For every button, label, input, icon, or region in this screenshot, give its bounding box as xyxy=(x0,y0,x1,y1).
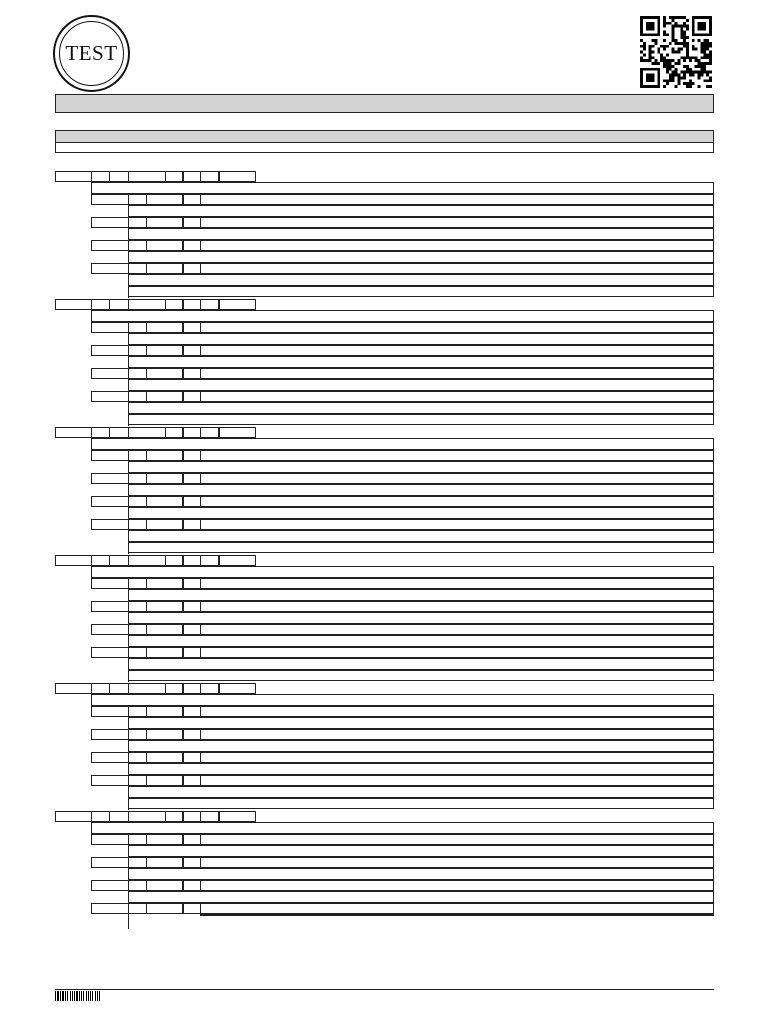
block-connector-line xyxy=(128,322,129,426)
item-row-cell xyxy=(128,752,147,763)
item-row-cell xyxy=(200,263,714,274)
item-row-cell xyxy=(128,450,147,461)
item-row-cell xyxy=(183,857,201,868)
item-row-cell xyxy=(91,391,129,402)
item-row-cell xyxy=(200,345,714,356)
item-row-cell xyxy=(128,729,147,740)
item-row-cell xyxy=(128,601,147,612)
section-subheader-row xyxy=(55,142,714,153)
item-row-detail-field xyxy=(128,274,714,286)
item-row-cell xyxy=(128,263,147,274)
item-row-cell xyxy=(200,368,714,379)
item-row-cell xyxy=(183,578,201,589)
block-header-cell xyxy=(165,299,183,310)
item-row-detail-field xyxy=(128,507,714,519)
block-header-cell xyxy=(165,555,183,566)
item-row-cell xyxy=(200,834,714,845)
block-header-cell xyxy=(200,811,219,822)
footer-rule xyxy=(55,989,714,990)
item-row-cell xyxy=(183,775,201,786)
item-row-cell xyxy=(128,345,147,356)
item-row-cell xyxy=(146,217,183,228)
item-row-cell xyxy=(200,857,714,868)
item-row-cell xyxy=(183,368,201,379)
item-row-cell xyxy=(200,624,714,635)
item-row-cell xyxy=(183,519,201,530)
item-row-cell xyxy=(91,729,129,740)
block-description-field xyxy=(91,182,714,194)
item-row-cell xyxy=(200,706,714,717)
item-row-cell xyxy=(91,706,129,717)
block-header-cell xyxy=(200,427,219,438)
block-header-cell xyxy=(128,683,166,694)
block-header-cell xyxy=(219,171,256,182)
item-row-cell xyxy=(91,647,129,658)
item-row-cell xyxy=(128,217,147,228)
block-header-cell xyxy=(165,427,183,438)
block-footer-field xyxy=(128,414,714,425)
item-row-cell xyxy=(146,834,183,845)
block-header-cell xyxy=(109,299,129,310)
block-header-cell xyxy=(200,683,219,694)
block-header-cell xyxy=(165,811,183,822)
item-row-detail-field xyxy=(128,635,714,647)
item-row-cell xyxy=(128,647,147,658)
test-stamp xyxy=(53,15,130,92)
block-header-cell xyxy=(128,427,166,438)
item-row-cell xyxy=(183,345,201,356)
item-row-cell xyxy=(183,752,201,763)
item-row-cell xyxy=(200,194,714,205)
item-row-cell xyxy=(128,857,147,868)
item-row-cell xyxy=(183,391,201,402)
item-row-cell xyxy=(200,473,714,484)
block-description-field xyxy=(91,566,714,578)
block-header-cell xyxy=(219,683,256,694)
item-row-cell xyxy=(91,857,129,868)
item-row-cell xyxy=(91,752,129,763)
item-row-cell xyxy=(128,519,147,530)
block-header-cell xyxy=(109,683,129,694)
item-row-cell xyxy=(128,240,147,251)
item-row-cell xyxy=(146,752,183,763)
item-row-cell xyxy=(200,217,714,228)
item-row-cell xyxy=(200,729,714,740)
item-row-cell xyxy=(146,729,183,740)
item-row-cell xyxy=(200,601,714,612)
item-row-detail-field xyxy=(128,379,714,391)
block-header-cell xyxy=(55,811,92,822)
block-header-cell xyxy=(91,683,110,694)
block-description-field xyxy=(91,694,714,706)
block-header-cell xyxy=(109,555,129,566)
item-row-cell xyxy=(91,519,129,530)
item-row-cell xyxy=(91,368,129,379)
block-connector-line xyxy=(128,706,129,810)
item-row-cell xyxy=(146,450,183,461)
item-row-cell xyxy=(91,601,129,612)
item-row-cell xyxy=(183,706,201,717)
block-header-cell xyxy=(109,171,129,182)
block-header-cell xyxy=(91,811,110,822)
item-row-cell xyxy=(183,473,201,484)
block-description-field xyxy=(91,438,714,450)
item-row-detail-field xyxy=(128,461,714,473)
item-row-cell xyxy=(128,496,147,507)
item-row-cell xyxy=(91,834,129,845)
item-row-cell xyxy=(146,345,183,356)
item-row-detail-field xyxy=(128,868,714,880)
item-row-cell xyxy=(146,473,183,484)
block-header-cell xyxy=(128,555,166,566)
item-row-cell xyxy=(91,473,129,484)
block-header-cell xyxy=(55,427,92,438)
block-header-cell xyxy=(91,555,110,566)
item-row-cell xyxy=(146,322,183,333)
item-row-cell xyxy=(200,391,714,402)
item-row-cell xyxy=(146,391,183,402)
item-row-cell xyxy=(128,194,147,205)
item-row-cell xyxy=(146,601,183,612)
block-description-field xyxy=(91,822,714,834)
block-header-cell xyxy=(128,299,166,310)
item-row-cell xyxy=(183,880,201,891)
item-row-cell xyxy=(183,601,201,612)
item-row-cell xyxy=(146,578,183,589)
block-footer-field xyxy=(128,542,714,553)
item-row-cell xyxy=(200,775,714,786)
item-row-detail-field xyxy=(128,786,714,798)
item-row-cell xyxy=(146,880,183,891)
block-header-cell xyxy=(200,299,219,310)
block-header-cell xyxy=(109,427,129,438)
item-row-cell xyxy=(91,345,129,356)
item-row-cell xyxy=(183,729,201,740)
item-row-detail-field xyxy=(128,845,714,857)
item-row-detail-field xyxy=(200,914,714,916)
item-row-cell xyxy=(146,706,183,717)
block-footer-field xyxy=(128,798,714,809)
block-header-cell xyxy=(183,171,201,182)
item-row-cell xyxy=(183,194,201,205)
item-row-cell xyxy=(146,240,183,251)
item-row-cell xyxy=(183,263,201,274)
item-row-cell xyxy=(91,263,129,274)
barcode-icon xyxy=(55,991,131,1001)
item-row-cell xyxy=(200,450,714,461)
item-row-detail-field xyxy=(128,228,714,240)
item-row-cell xyxy=(128,834,147,845)
item-row-detail-field xyxy=(128,763,714,775)
block-connector-line xyxy=(128,450,129,554)
item-row-detail-field xyxy=(128,251,714,263)
qr-code-icon xyxy=(638,16,714,88)
item-row-cell xyxy=(200,240,714,251)
block-header-cell xyxy=(219,811,256,822)
item-row-cell xyxy=(183,240,201,251)
item-row-cell xyxy=(91,903,129,914)
item-row-cell xyxy=(128,391,147,402)
block-header-cell xyxy=(109,811,129,822)
item-row-detail-field xyxy=(128,205,714,217)
item-row-cell xyxy=(200,752,714,763)
item-row-cell xyxy=(91,217,129,228)
block-header-cell xyxy=(183,683,201,694)
item-row-cell xyxy=(146,775,183,786)
item-row-cell xyxy=(200,880,714,891)
item-row-cell xyxy=(146,263,183,274)
item-row-detail-field xyxy=(128,612,714,624)
block-header-cell xyxy=(183,555,201,566)
item-row-cell xyxy=(183,903,201,914)
item-row-cell xyxy=(91,496,129,507)
item-row-cell xyxy=(128,880,147,891)
item-row-cell xyxy=(128,578,147,589)
test-stamp-label: TEST xyxy=(59,21,124,86)
item-row-cell xyxy=(91,624,129,635)
item-row-cell xyxy=(146,857,183,868)
item-row-detail-field xyxy=(128,484,714,496)
item-row-detail-field xyxy=(128,740,714,752)
block-footer-field xyxy=(128,286,714,297)
item-row-cell xyxy=(183,496,201,507)
block-connector-line xyxy=(128,194,129,298)
item-row-cell xyxy=(91,578,129,589)
item-row-detail-field xyxy=(128,402,714,414)
item-row-cell xyxy=(91,450,129,461)
block-header-cell xyxy=(165,171,183,182)
block-header-cell xyxy=(128,811,166,822)
item-row-detail-field xyxy=(128,717,714,729)
item-row-cell xyxy=(183,450,201,461)
item-row-detail-field xyxy=(128,333,714,345)
item-row-cell xyxy=(183,647,201,658)
block-header-cell xyxy=(91,299,110,310)
item-row-cell xyxy=(91,240,129,251)
block-header-cell xyxy=(55,555,92,566)
item-row-detail-field xyxy=(128,589,714,601)
item-row-cell xyxy=(183,217,201,228)
block-header-cell xyxy=(55,171,92,182)
item-row-cell xyxy=(128,322,147,333)
block-header-cell xyxy=(219,555,256,566)
item-row-cell xyxy=(146,519,183,530)
item-row-cell xyxy=(128,706,147,717)
block-description-field xyxy=(91,310,714,322)
item-row-cell xyxy=(146,496,183,507)
item-row-cell xyxy=(128,624,147,635)
block-connector-line xyxy=(128,578,129,682)
item-row-cell xyxy=(146,368,183,379)
item-row-cell xyxy=(200,519,714,530)
item-row-cell xyxy=(128,903,147,914)
item-row-cell xyxy=(146,647,183,658)
block-header-cell xyxy=(183,299,201,310)
item-row-cell xyxy=(146,624,183,635)
item-row-cell xyxy=(200,903,714,914)
item-row-cell xyxy=(183,322,201,333)
item-row-detail-field xyxy=(128,891,714,903)
item-row-cell xyxy=(128,775,147,786)
item-row-cell xyxy=(200,578,714,589)
block-header-cell xyxy=(165,683,183,694)
item-row-detail-field xyxy=(128,658,714,670)
item-row-detail-field xyxy=(128,530,714,542)
block-header-cell xyxy=(91,171,110,182)
item-row-cell xyxy=(183,834,201,845)
item-row-cell xyxy=(91,194,129,205)
item-row-cell xyxy=(91,322,129,333)
item-row-cell xyxy=(200,647,714,658)
block-header-cell xyxy=(200,171,219,182)
block-header-cell xyxy=(183,427,201,438)
block-header-cell xyxy=(219,299,256,310)
item-row-cell xyxy=(128,473,147,484)
item-row-cell xyxy=(146,194,183,205)
block-header-cell xyxy=(55,299,92,310)
block-header-cell xyxy=(219,427,256,438)
block-header-cell xyxy=(55,683,92,694)
block-header-cell xyxy=(128,171,166,182)
item-row-cell xyxy=(91,880,129,891)
block-header-cell xyxy=(91,427,110,438)
item-row-cell xyxy=(200,322,714,333)
block-header-cell xyxy=(183,811,201,822)
item-row-cell xyxy=(91,775,129,786)
item-row-cell xyxy=(146,903,183,914)
block-header-cell xyxy=(200,555,219,566)
form-title-bar xyxy=(55,94,714,113)
item-row-cell xyxy=(128,368,147,379)
item-row-cell xyxy=(183,624,201,635)
block-connector-line xyxy=(128,834,129,929)
item-row-cell xyxy=(200,496,714,507)
block-footer-field xyxy=(128,670,714,681)
item-row-detail-field xyxy=(128,356,714,368)
